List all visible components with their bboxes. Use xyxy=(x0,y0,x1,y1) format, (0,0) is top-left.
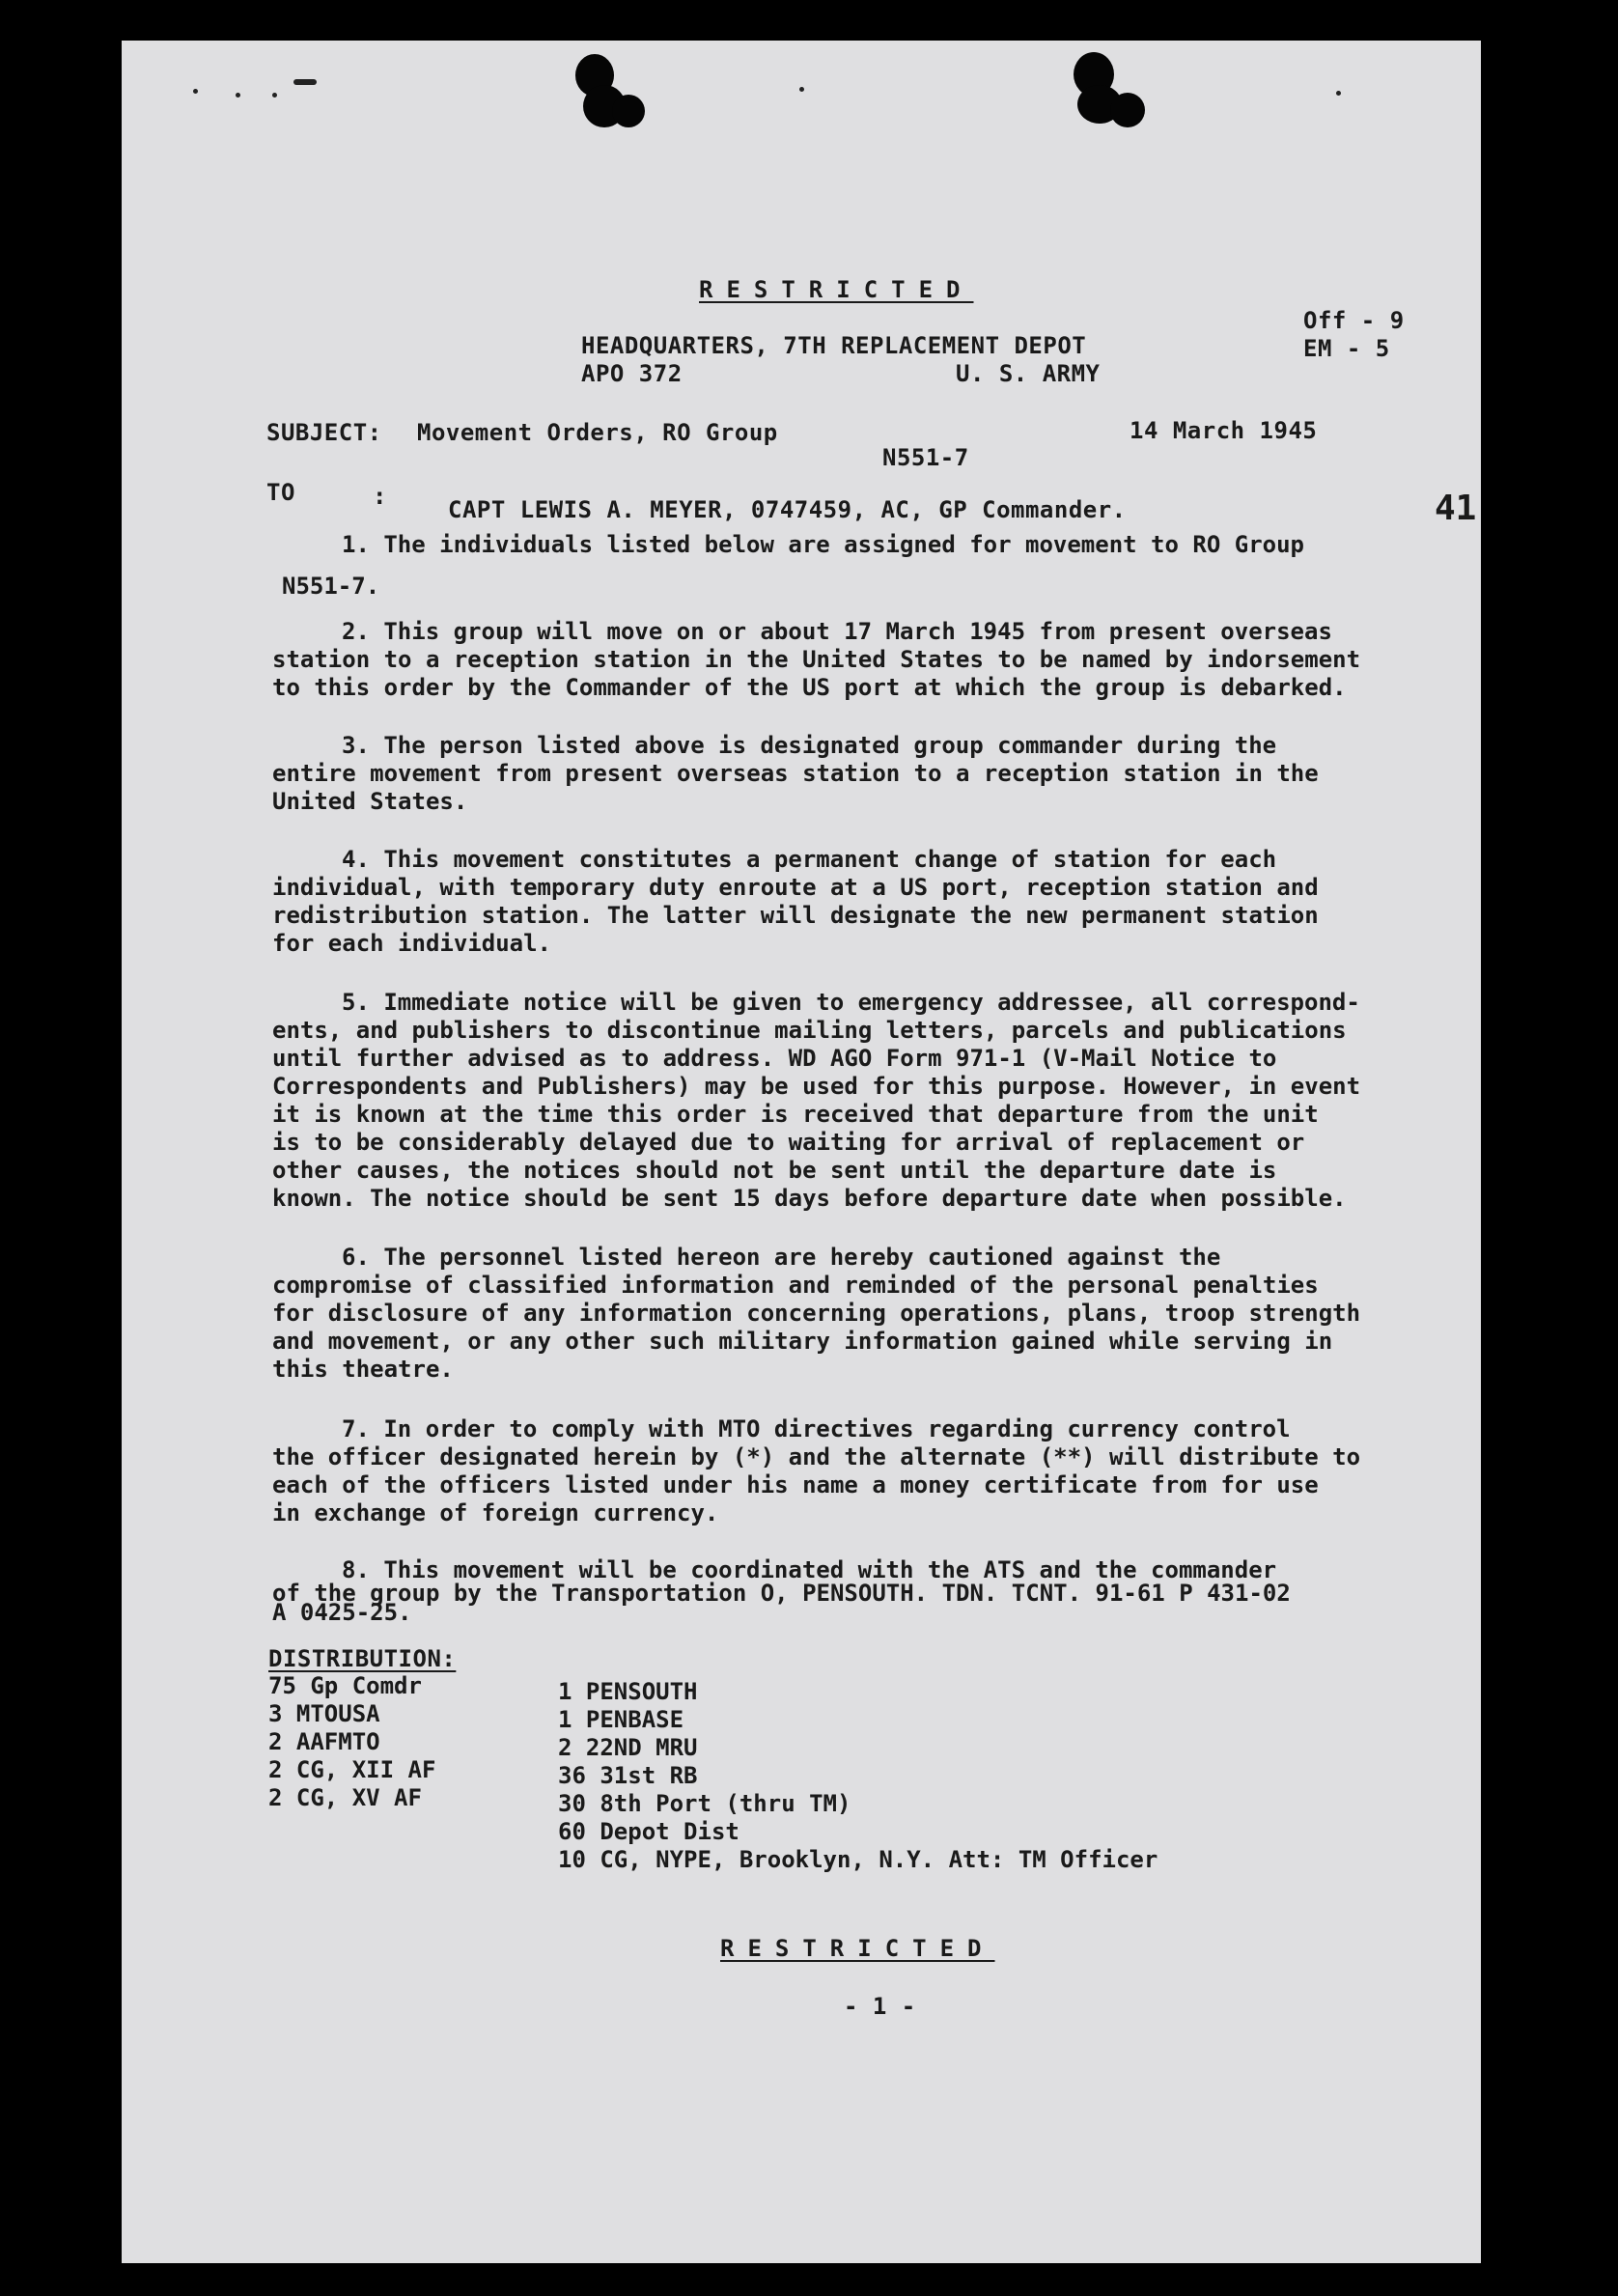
paragraph-line: it is known at the time this order is received that departure from the unit xyxy=(272,1101,1319,1128)
hq-line1: HEADQUARTERS, 7TH REPLACEMENT DEPOT xyxy=(581,332,1087,359)
page-number: - 1 - xyxy=(844,1993,916,2020)
paragraph-line: 8. This movement will be coordinated with the ATS and the commander xyxy=(342,1556,1277,1583)
paragraph-line: the officer designated herein by (*) and the alternate (**) will distribute to xyxy=(272,1443,1361,1470)
paper-speck xyxy=(236,93,240,98)
punch-hole-right-side xyxy=(1110,93,1145,127)
paragraph-1 xyxy=(268,531,1465,601)
paragraph-2 xyxy=(272,618,1469,702)
order-number: N551-7 xyxy=(882,444,969,471)
paragraph-line: United States. xyxy=(272,788,468,815)
paragraph-line: known. The notice should be sent 15 days before departure date when possible. xyxy=(272,1185,1347,1212)
distribution-item: 60 Depot Dist xyxy=(558,1818,739,1845)
count-enlisted: EM - 5 xyxy=(1303,335,1390,362)
paragraph-line: 7. In order to comply with MTO directives regarding currency control xyxy=(342,1415,1291,1442)
hq-line2-right: U. S. ARMY xyxy=(956,360,1101,387)
distribution-item: 10 CG, NYPE, Brooklyn, N.Y. Att: TM Officer xyxy=(558,1846,1158,1873)
paragraph-line: for disclosure of any information concerning operations, plans, troop strength xyxy=(272,1300,1361,1327)
distribution-item: 36 31st RB xyxy=(558,1762,698,1789)
paragraph-8 xyxy=(272,1556,1469,1626)
paragraph-line: each of the officers listed under his name a money certificate from for use xyxy=(272,1471,1319,1498)
paragraph-line: for each individual. xyxy=(272,930,551,957)
paragraph-line: N551-7. xyxy=(282,573,380,600)
distribution-left xyxy=(268,1672,435,1812)
paragraph-line: to this order by the Commander of the US port at which the group is debarked. xyxy=(272,674,1347,701)
paragraph-line: 2. This group will move on or about 17 March 1945 from present overseas xyxy=(342,618,1332,645)
distribution-item: 2 22ND MRU xyxy=(558,1734,698,1761)
paragraph-5 xyxy=(272,989,1469,1213)
distribution-item: 2 CG, XII AF xyxy=(268,1756,436,1783)
paragraph-line: station to a reception station in the United States to be named by indorsement xyxy=(272,646,1361,673)
classification-bottom: RESTRICTED xyxy=(720,1935,995,1962)
to-addressee: CAPT LEWIS A. MEYER, 0747459, AC, GP Commander. xyxy=(448,496,1127,523)
distribution-heading: DISTRIBUTION: xyxy=(268,1645,457,1672)
paragraph-line: in exchange of foreign currency. xyxy=(272,1499,719,1526)
paragraph-line: 1. The individuals listed below are assigned for movement to RO Group xyxy=(342,531,1304,558)
paragraph-line: this theatre. xyxy=(272,1356,454,1383)
distribution-item: 1 PENBASE xyxy=(558,1706,684,1733)
paragraph-line xyxy=(268,559,1465,573)
distribution-item: 3 MTOUSA xyxy=(268,1700,380,1727)
count-officers: Off - 9 xyxy=(1303,307,1405,334)
hq-line2-left: APO 372 xyxy=(581,360,683,387)
paragraph-line: and movement, or any other such military information gained while serving in xyxy=(272,1328,1333,1355)
distribution-right xyxy=(558,1678,1158,1874)
paragraph-line: 3. The person listed above is designated group commander during the xyxy=(342,732,1277,759)
distribution-item: 2 CG, XV AF xyxy=(268,1784,422,1811)
paper-speck xyxy=(193,89,198,94)
paragraph-line: is to be considerably delayed due to waiting for arrival of replacement or xyxy=(272,1129,1305,1156)
paragraph-line: ents, and publishers to discontinue mailing letters, parcels and publications xyxy=(272,1017,1347,1044)
paragraph-line: A 0425-25. xyxy=(272,1599,412,1626)
distribution-item: 30 8th Port (thru TM) xyxy=(558,1790,851,1817)
paper-speck xyxy=(272,93,277,98)
subject-label: SUBJECT: xyxy=(266,419,382,446)
paper-speck xyxy=(293,79,317,85)
distribution-item: 2 AAFMTO xyxy=(268,1728,380,1755)
order-date: 14 March 1945 xyxy=(1130,417,1318,444)
page-stamp: 41 xyxy=(1435,489,1477,528)
paper-speck xyxy=(1336,91,1341,96)
paragraph-line: Correspondents and Publishers) may be used for this purpose. However, in event xyxy=(272,1073,1361,1100)
paragraph-line: 6. The personnel listed hereon are hereby cautioned against the xyxy=(342,1244,1221,1271)
paragraph-line: other causes, the notices should not be sent until the departure date is xyxy=(272,1157,1277,1184)
paragraph-line: 5. Immediate notice will be given to emergency addressee, all correspond- xyxy=(342,989,1360,1016)
paragraph-7 xyxy=(272,1415,1469,1527)
paragraph-4 xyxy=(272,846,1469,958)
paragraph-6 xyxy=(272,1244,1469,1384)
classification-top: RESTRICTED xyxy=(699,276,974,303)
paragraph-line: redistribution station. The latter will designate the new permanent station xyxy=(272,902,1319,929)
paragraph-3 xyxy=(272,732,1469,816)
subject-text: Movement Orders, RO Group xyxy=(417,419,778,446)
paper-speck xyxy=(799,87,804,92)
paragraph-line: entire movement from present overseas station to a reception station in the xyxy=(272,760,1319,787)
to-colon: : xyxy=(373,483,387,510)
paragraph-line: compromise of classified information and reminded of the personal penalties xyxy=(272,1272,1319,1299)
distribution-item: 1 PENSOUTH xyxy=(558,1678,698,1705)
distribution-item: 75 Gp Comdr xyxy=(268,1672,422,1699)
paragraph-line: until further advised as to address. WD AGO Form 971-1 (V-Mail Notice to xyxy=(272,1045,1277,1072)
paragraph-line: of the group by the Transportation O, PENSOUTH. TDN. TCNT. 91-61 P 431-02 xyxy=(272,1580,1291,1607)
paragraph-line: 4. This movement constitutes a permanent change of station for each xyxy=(342,846,1277,873)
paragraph-line: individual, with temporary duty enroute at a US port, reception station and xyxy=(272,874,1319,901)
to-label: TO xyxy=(266,479,295,506)
punch-hole-left-side xyxy=(612,95,645,127)
